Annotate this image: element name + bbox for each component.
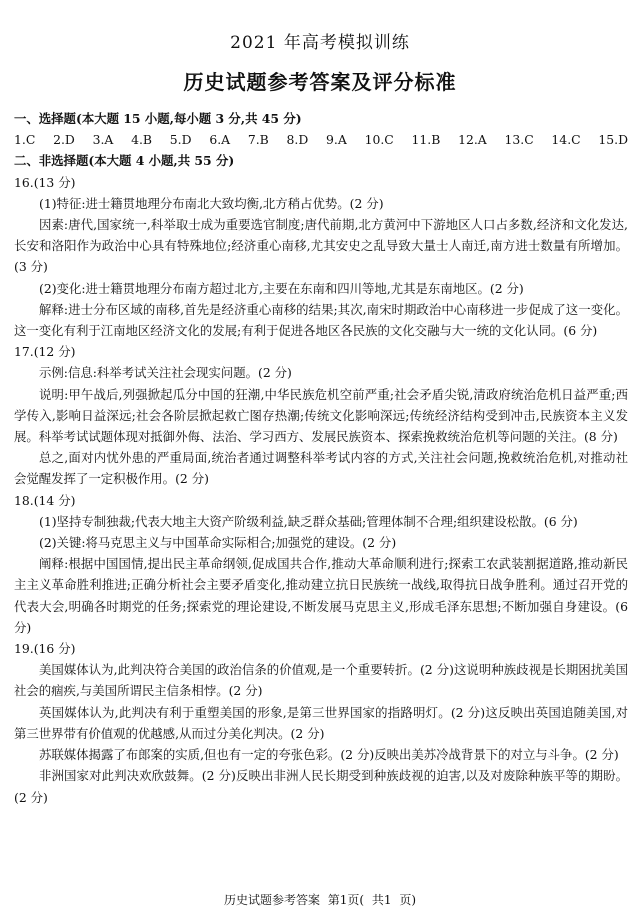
document-title: 历史试题参考答案及评分标准 <box>183 70 457 94</box>
q17-paragraph: 总之,面对内忧外患的严重局面,统治者通过调整科举考试内容的方式,关注社会问题,挽救统治危机,对推动社会觉醒发挥了一定积极作用。(2 分) <box>14 450 628 487</box>
q17-heading: 17.(12 分) <box>14 344 76 360</box>
section2-heading: 二、非选择题(本大题 4 小题,共 55 分) <box>14 153 235 169</box>
answer-item: 13.C <box>504 132 534 148</box>
q19-paragraph: 苏联媒体揭露了布郎案的实质,但也有一定的夸张色彩。(2 分)反映出美苏冷战背景下的对立与斗争。(2 分) <box>39 747 619 763</box>
q17-paragraph: 说明:甲午战后,列强掀起瓜分中国的狂潮,中华民族危机空前严重;社会矛盾尖锐,清政府统治危机日益严重;西学传入,影响日益深远;社会各阶层掀起救亡图存热潮;传统文化影响深远;传统经济结构受到冲击,民族资本主义发展。科举考试试题体现对抵御外侮、法治、学习西方、发展民族资本、探索挽救统治危机等问题的关注。(8 分) <box>14 386 628 445</box>
answer-item: 14.C <box>551 132 581 148</box>
answer-item: 9.A <box>326 132 347 148</box>
answer-item: 6.A <box>209 132 231 148</box>
q18-heading: 18.(14 分) <box>14 492 76 508</box>
q18-paragraph: (1)坚持专制独裁;代表大地主大资产阶级利益,缺乏群众基础;管理体制不合理;组织建设松散。(6 分) <box>39 513 578 529</box>
answer-item: 8.D <box>286 132 309 148</box>
q18-paragraph: (2)关键:将马克思主义与中国革命实际相合;加强党的建设。(2 分) <box>39 535 397 551</box>
section1-heading: 一、选择题(本大题 15 小题,每小题 3 分,共 45 分) <box>14 111 302 126</box>
page-footer <box>0 891 640 908</box>
answer-item: 11.B <box>411 132 441 148</box>
q16-paragraph: (2)变化:进士籍贯地理分布南方超过北方,主要在东南和四川等地,尤其是东南地区。(2 分) <box>39 280 524 296</box>
answer-item: 10.C <box>364 132 394 148</box>
answer-item: 15.D <box>598 132 628 148</box>
document-body <box>14 108 628 808</box>
answer-item: 12.A <box>458 132 487 148</box>
q19-paragraph: 非洲国家对此判决欢欣鼓舞。(2 分)反映出非洲人民长期受到种族歧视的迫害,以及对废除种族平等的期盼。(2 分) <box>14 768 628 805</box>
answer-item: 4.B <box>131 132 153 148</box>
answer-item: 7.B <box>247 132 269 148</box>
exam-title: 2021 年高考模拟训练 <box>230 33 410 53</box>
choice-answers-row <box>14 129 628 150</box>
answer-item: 1.C <box>14 132 36 148</box>
q19-paragraph: 英国媒体认为,此判决有利于重塑美国的形象,是第三世界国家的指路明灯。(2 分)这反映出英国追随美国,对第三世界带有价值观的优越感,从而过分美化判决。(2 分) <box>14 704 628 741</box>
q16-paragraph: (1)特征:进士籍贯地理分布南北大致均衡,北方稍占优势。(2 分) <box>39 195 384 211</box>
answer-item: 2.D <box>53 132 75 148</box>
answer-item: 5.D <box>169 132 192 148</box>
q16-heading: 16.(13 分) <box>14 174 76 190</box>
q19-heading: 19.(16 分) <box>14 641 76 657</box>
q16-paragraph: 因素:唐代,国家统一,科举取士成为重要选官制度;唐代前期,北方黄河中下游地区人口占多数,经济和文化发达,长安和洛阳作为政治中心具有特殊地位;经济重心南移,尤其安史之乱导致大量士人南迁,南方进士数量有所增加。(3 分) <box>14 217 628 275</box>
q16-paragraph: 解释:进士分布区域的南移,首先是经济重心南移的结果;其次,南宋时期政治中心南移进一步促成了这一变化。这一变化有利于江南地区经济文化的发展;有利于促进各地区各民族的文化交融与大一统的文化认同。(6 分) <box>14 301 628 339</box>
q18-paragraph: 阐释:根据中国国情,提出民主革命纲领,促成国共合作,推动大革命顺利进行;探索工农武装割据道路,推动新民主主义革命胜利推进;正确分析社会主要矛盾变化,推动建立抗日民族统一战线,取得抗日战争胜利。通过召开党的代表大会,明确各时期党的任务;探索党的理论建设,不断发展马克思主义,形成毛泽东思想;不断加强自身建设。(6 分) <box>14 556 628 635</box>
q19-paragraph: 美国媒体认为,此判决符合美国的政治信条的价值观,是一个重要转折。(2 分)这说明种族歧视是长期困扰美国社会的痼疾,与美国所谓民主信条相悖。(2 分) <box>14 662 628 699</box>
footer-label: 历史试题参考答案 <box>223 893 320 907</box>
answer-item: 3.A <box>92 132 114 148</box>
page-number: 第1页( 共1 页) <box>327 893 417 907</box>
q17-paragraph: 示例:信息:科举考试关注社会现实问题。(2 分) <box>39 365 292 381</box>
